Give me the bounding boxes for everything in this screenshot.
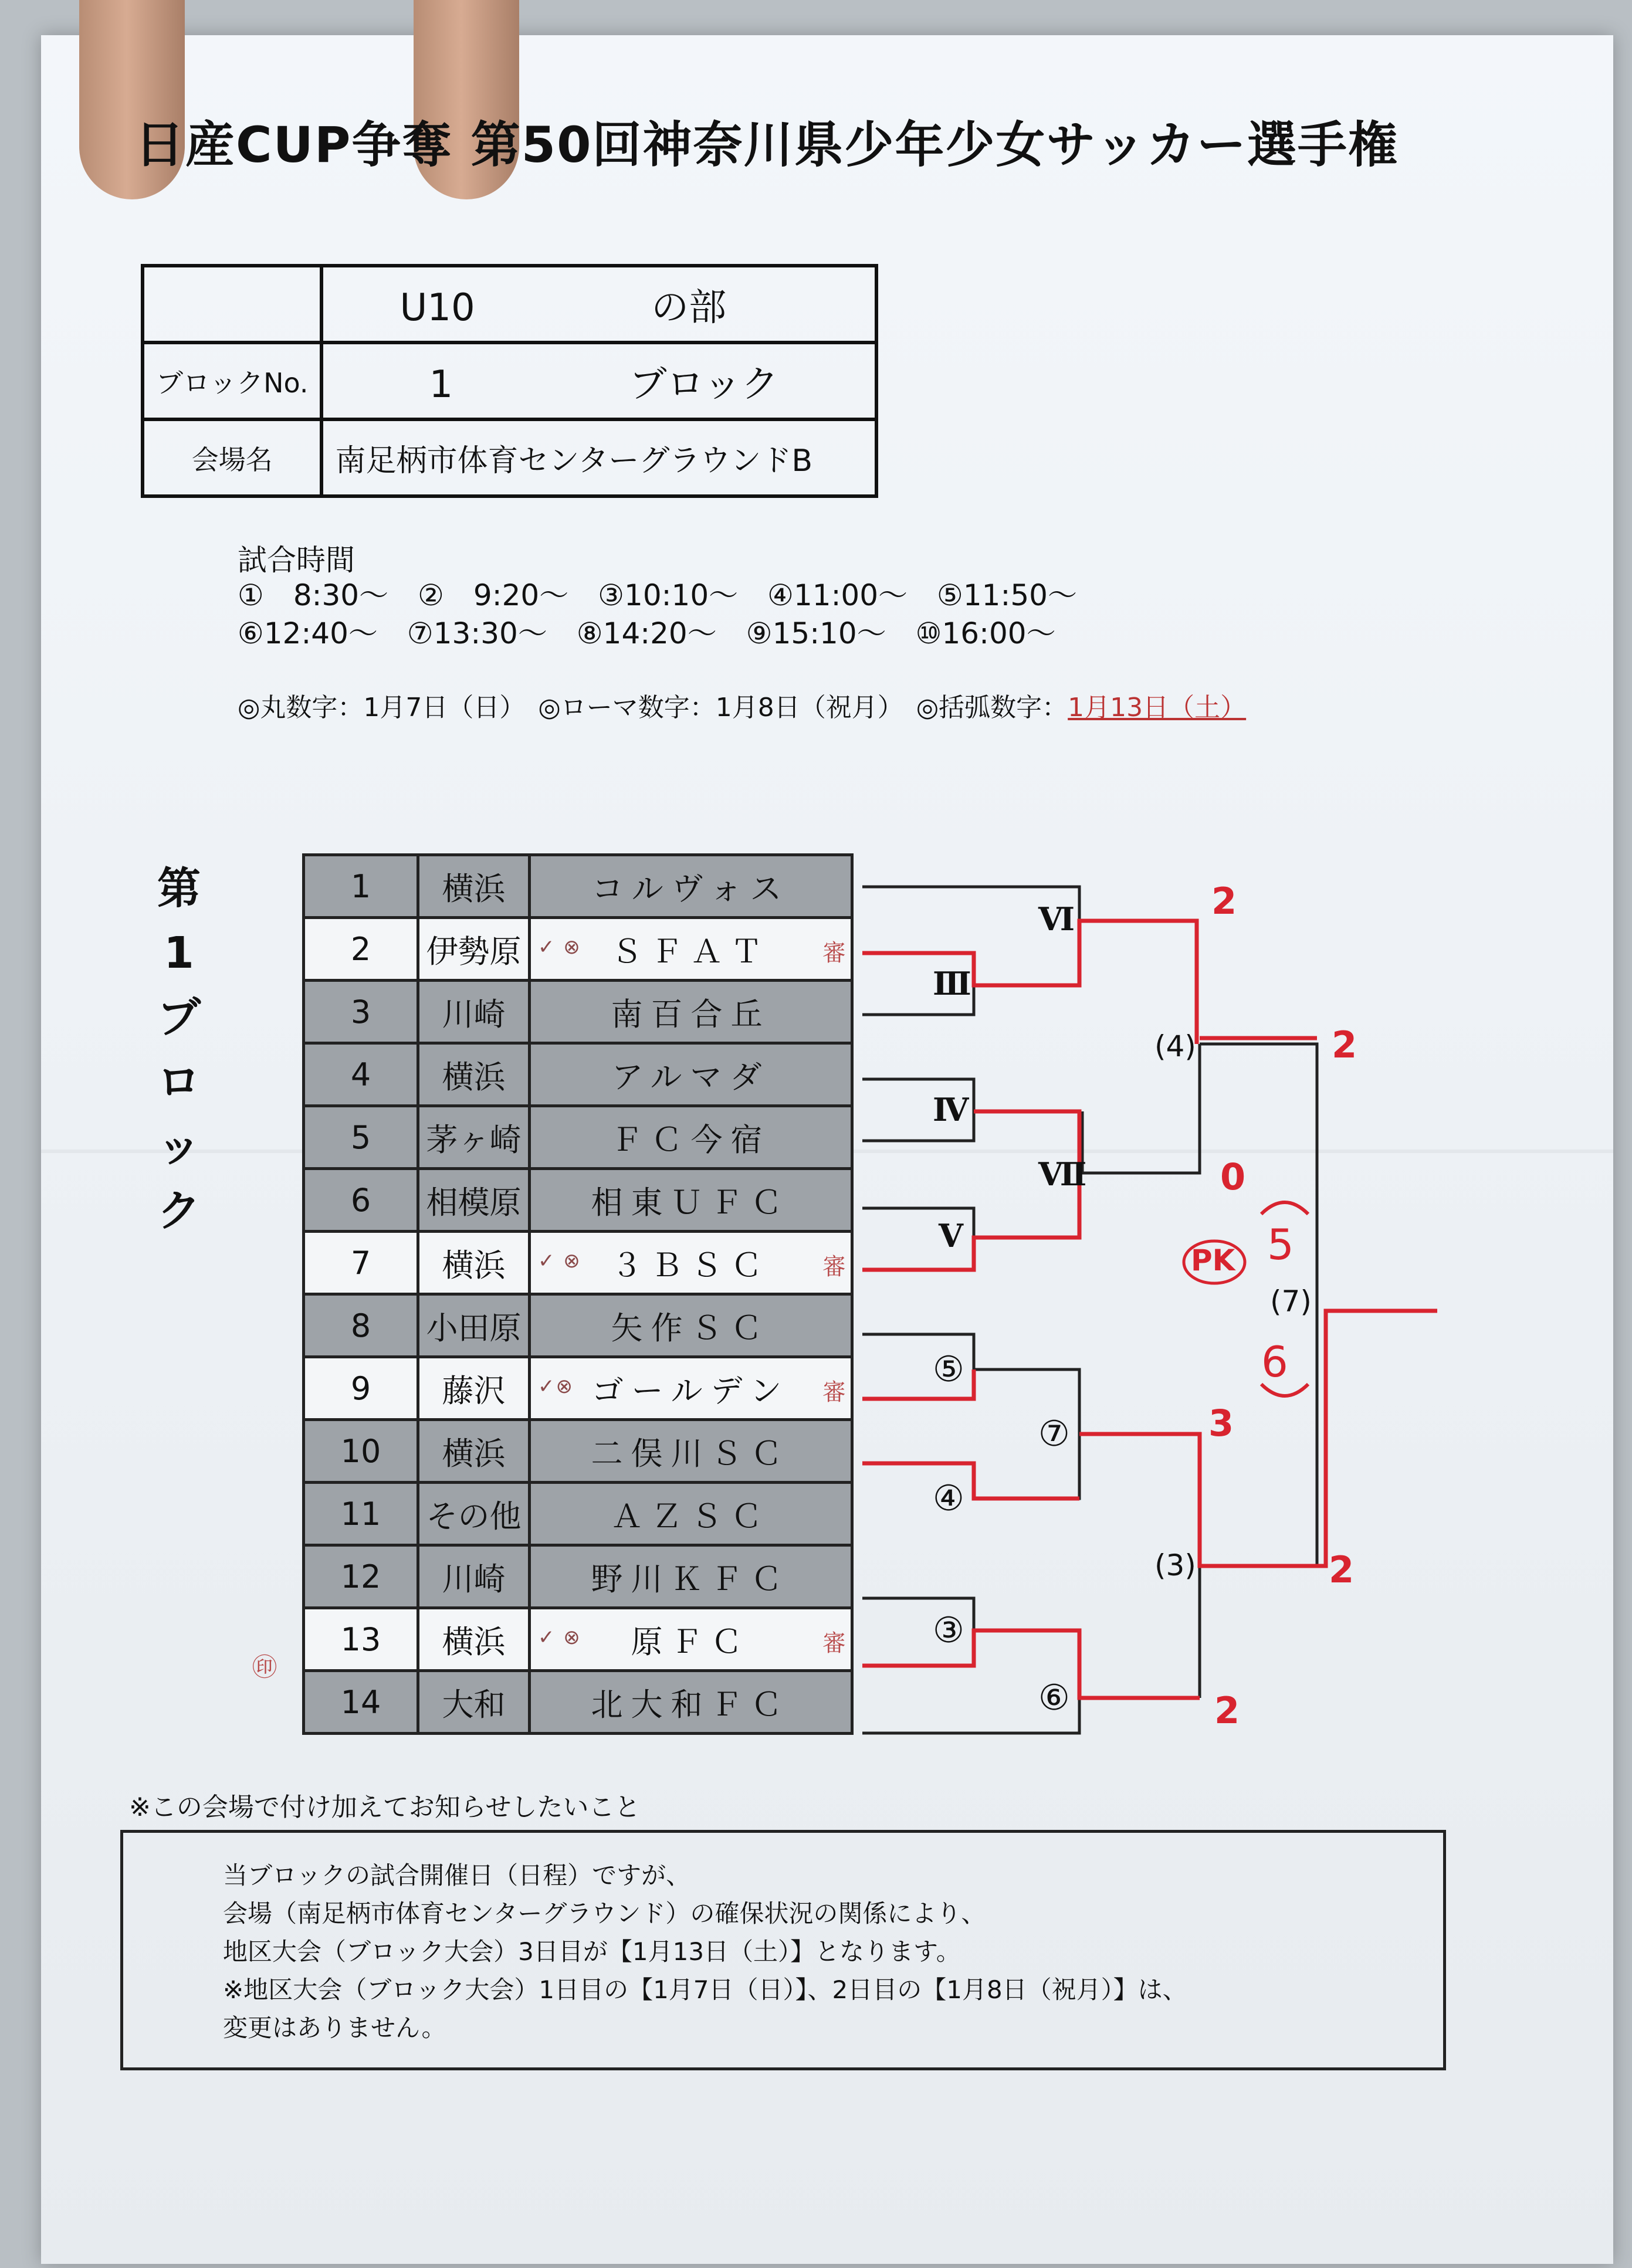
- team-city: 茅ヶ崎: [426, 1121, 522, 1158]
- team-name: コルヴォス: [591, 870, 790, 907]
- team-number: 14: [340, 1683, 381, 1721]
- score: 2: [1214, 1689, 1240, 1732]
- match-label-3: Ⅲ: [933, 965, 971, 1002]
- team-number: 5: [350, 1118, 371, 1156]
- team-name: アルマダ: [611, 1058, 770, 1096]
- score-pk: 6: [1261, 1337, 1288, 1386]
- notice-line: 当ブロックの試合開催日（日程）ですが、: [223, 1861, 691, 1890]
- team-city: 藤沢: [442, 1372, 506, 1409]
- team-number: 10: [340, 1432, 381, 1470]
- check-marks: ✓⊗: [538, 1375, 574, 1398]
- notice-line: 会場（南足柄市体育センターグラウンド）の確保状況の関係により、: [223, 1899, 986, 1928]
- side-char: ブ: [157, 992, 201, 1043]
- side-char: 1: [164, 928, 194, 978]
- notice-box: [120, 1830, 1446, 2070]
- team-number: 7: [350, 1244, 371, 1282]
- block-value: 1: [429, 362, 453, 406]
- schedule-heading: 試合時間: [238, 543, 355, 577]
- team-city: 相模原: [426, 1184, 522, 1221]
- venue-value: 南足柄市体育センターグラウンドB: [321, 419, 876, 496]
- score: 2: [1329, 1548, 1355, 1591]
- team-name: 北大和ＦＣ: [591, 1686, 791, 1723]
- team-name: 南百合丘: [611, 995, 771, 1033]
- bracket-line: [1082, 1044, 1200, 1173]
- team-number: 11: [340, 1495, 381, 1533]
- team-city: 横浜: [442, 1058, 506, 1096]
- team-name: ＳＦＡＴ: [611, 933, 771, 970]
- legend-highlight: 1月13日（土）: [1068, 693, 1247, 723]
- team-city: 大和: [442, 1686, 506, 1723]
- referee-mark: 審: [822, 1379, 846, 1406]
- team-number: 3: [350, 993, 371, 1030]
- side-char: 第: [157, 863, 201, 914]
- team-city: 横浜: [442, 1623, 506, 1660]
- block-suffix: ブロック: [629, 362, 779, 406]
- side-char: ク: [157, 1186, 201, 1236]
- team-name: ３ＢＳＣ: [611, 1246, 771, 1284]
- check-marks: ✓ ⊗: [538, 1249, 581, 1273]
- match-label-4: Ⅳ: [933, 1091, 969, 1128]
- team-name: 野川ＫＦＣ: [591, 1560, 791, 1598]
- check-marks: ✓ ⊗: [538, 1626, 581, 1649]
- match-label-c5: ⑤: [933, 1349, 964, 1390]
- red-advance-line: [1079, 1434, 1317, 1566]
- referee-mark: 審: [822, 1253, 846, 1280]
- match-label-p7: (7): [1270, 1284, 1312, 1318]
- match-label-c6: ⑥: [1038, 1677, 1070, 1718]
- match-label-c3: ③: [933, 1610, 964, 1651]
- score-pk: 5: [1267, 1220, 1294, 1269]
- team-name: ゴールデン: [591, 1372, 790, 1409]
- red-advance-line: [862, 1463, 1079, 1499]
- notice-line: 地区大会（ブロック大会）3日目が【1月13日（土）】となります。: [223, 1937, 961, 1966]
- pk-label: PK: [1191, 1243, 1235, 1277]
- score: 3: [1208, 1402, 1234, 1445]
- team-number: 12: [340, 1558, 381, 1595]
- team-city: 横浜: [442, 870, 506, 907]
- team-name: 矢作ＳＣ: [611, 1309, 771, 1347]
- red-advance-line: [862, 1630, 1200, 1698]
- page-title: 日産CUP争奪 第50回神奈川県少年少女サッカー選手権: [135, 116, 1399, 174]
- team-number: 9: [350, 1369, 371, 1407]
- team-city: 横浜: [442, 1246, 506, 1284]
- referee-mark: 審: [822, 940, 846, 967]
- team-name: ＦＣ今宿: [611, 1121, 771, 1158]
- notice-line: ※地区大会（ブロック大会）1日目の【1月7日（日）】、2日目の【1月8日（祝月）】は、: [223, 1975, 1187, 2004]
- match-label-c7: ⑦: [1038, 1413, 1070, 1455]
- match-label-7: Ⅶ: [1038, 1155, 1087, 1193]
- team-number: 6: [350, 1181, 371, 1219]
- schedule-row-1: ① 8:30～ ② 9:20～ ③10:10～ ④11:00～ ⑤11:50～: [238, 578, 1077, 612]
- side-char: ッ: [157, 1121, 201, 1172]
- referee-mark: 審: [822, 1630, 846, 1657]
- team-city: 川崎: [442, 1560, 506, 1598]
- team-city: 伊勢原: [426, 933, 522, 970]
- match-label-p4: (4): [1154, 1029, 1196, 1063]
- legend-prefix: ◎丸数字：1月7日（日） ◎ローマ数字：1月8日（祝月） ◎括弧数字：: [238, 693, 1068, 723]
- match-label-6: Ⅵ: [1038, 900, 1075, 938]
- team-number: 8: [350, 1307, 371, 1344]
- division-suffix: の部: [651, 286, 727, 330]
- team-number: 13: [340, 1621, 381, 1658]
- team-city: 小田原: [426, 1309, 522, 1347]
- notice-line: 変更はありません。: [223, 2013, 446, 2042]
- team-name: 原ＦＣ: [631, 1623, 751, 1660]
- team-city: 川崎: [442, 995, 506, 1033]
- team-number: 4: [350, 1056, 371, 1093]
- score: 0: [1220, 1155, 1246, 1198]
- score: 2: [1332, 1023, 1357, 1066]
- seed-mark: ㊞: [252, 1653, 277, 1681]
- division-value: U10: [399, 286, 475, 330]
- team-number: 1: [350, 867, 371, 905]
- check-marks: ✓ ⊗: [538, 935, 581, 959]
- block-label: ブロックNo.: [143, 343, 321, 419]
- venue-label: 会場名: [143, 419, 321, 496]
- team-name: ＡＺＳＣ: [611, 1497, 771, 1535]
- match-label-p3: (3): [1154, 1548, 1196, 1582]
- score: 2: [1211, 880, 1237, 923]
- notice-heading: ※この会場で付け加えてお知らせしたいこと: [129, 1792, 641, 1822]
- team-name: 相東ＵＦＣ: [591, 1184, 791, 1221]
- team-city: 横浜: [442, 1435, 506, 1472]
- red-advance-line: [1317, 1311, 1437, 1566]
- pk-arc-top: [1261, 1202, 1308, 1214]
- side-char: ロ: [157, 1057, 201, 1107]
- bracket-line: [1200, 1308, 1317, 1698]
- bracket-lines-black: [862, 887, 1317, 1733]
- schedule-row-2: ⑥12:40～ ⑦13:30～ ⑧14:20～ ⑨15:10～ ⑩16:00～: [238, 616, 1056, 650]
- match-label-5: Ⅴ: [939, 1217, 963, 1255]
- team-number: 2: [350, 930, 371, 968]
- match-label-c4: ④: [933, 1478, 964, 1519]
- team-city: その他: [426, 1497, 522, 1535]
- team-name: 二俣川ＳＣ: [591, 1435, 791, 1472]
- red-advance-line: [862, 921, 1197, 1044]
